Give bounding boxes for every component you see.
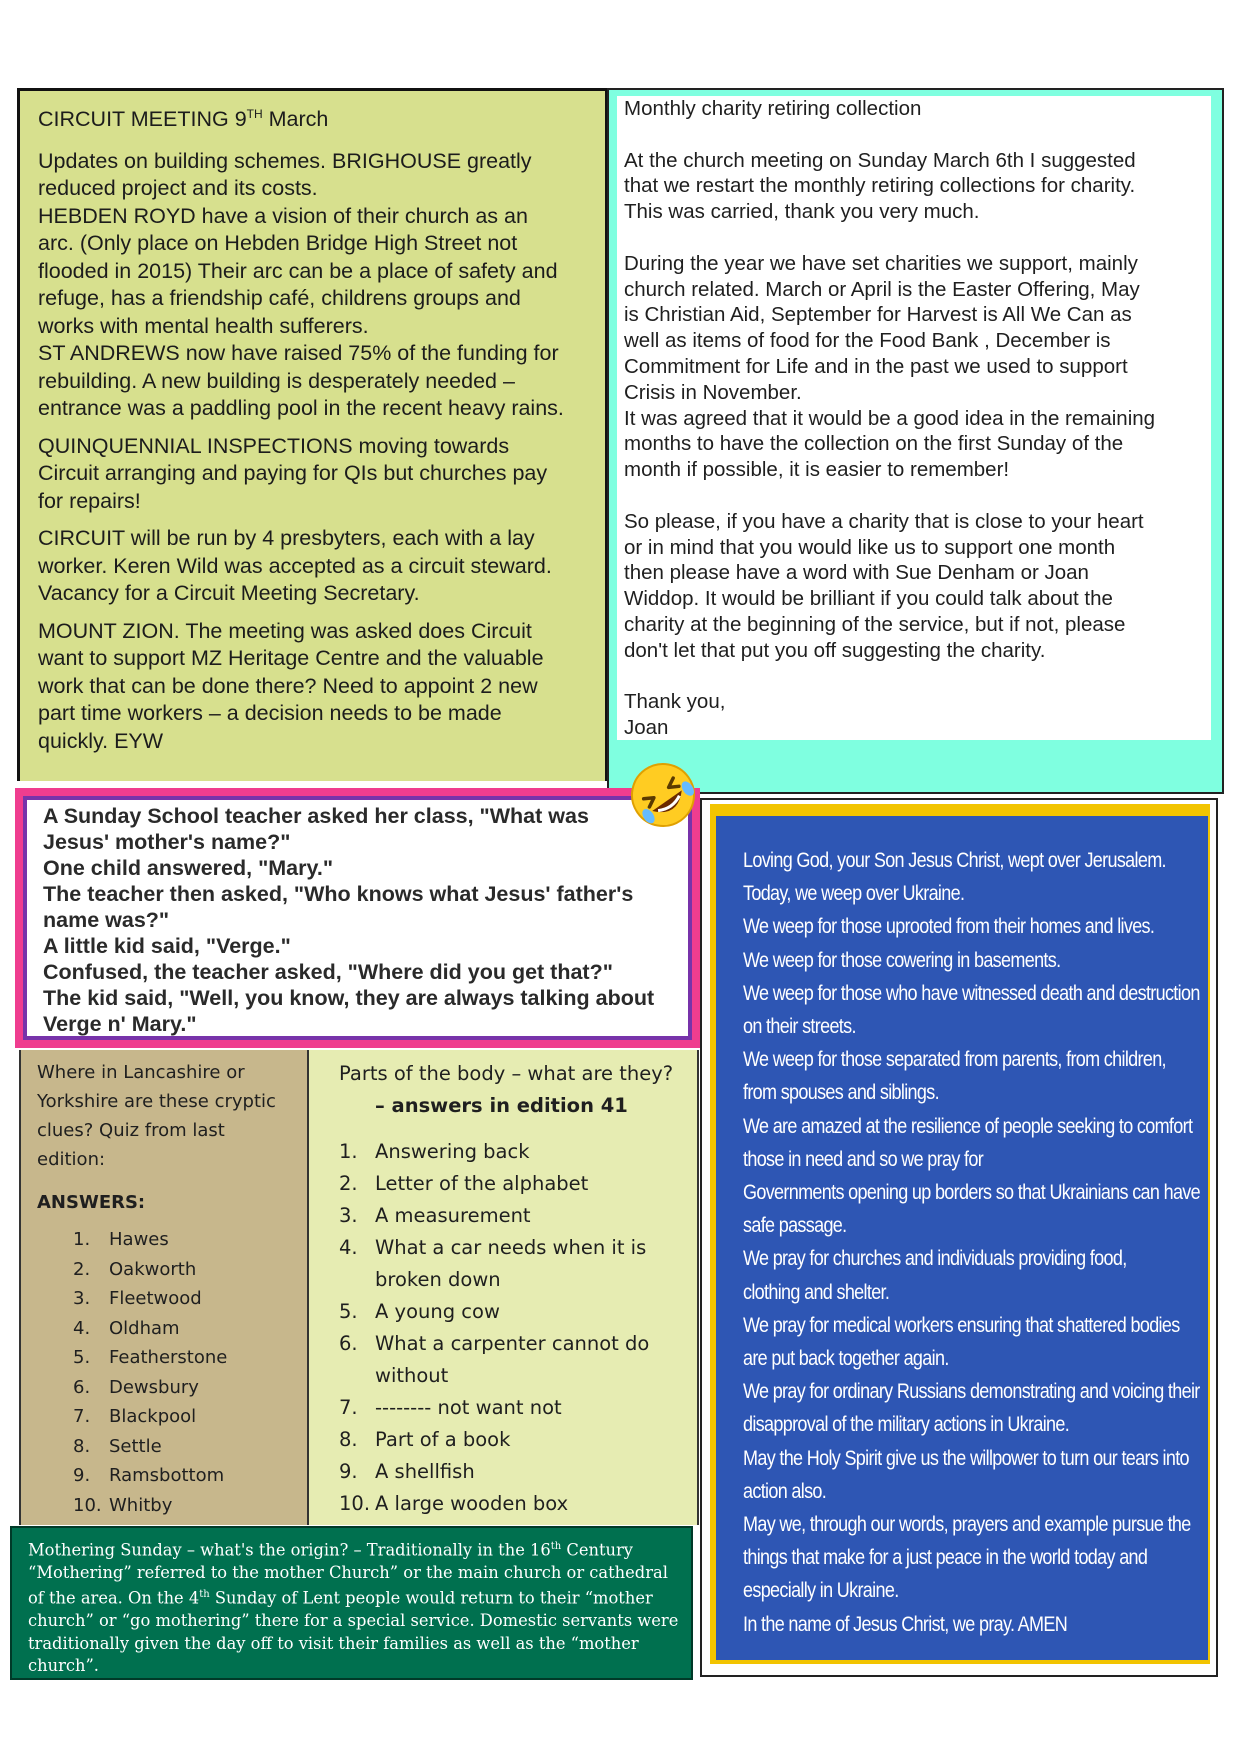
circuit-para-inspections [38,433,589,516]
text-line: Vacancy for a Circuit Meeting Secretary. [38,581,420,606]
prayer-line: We weep for those who have witnessed death and destruction [743,980,1200,1005]
quiz-intro [37,1058,299,1174]
prayer-line: We pray for medical workers ensuring that shattered bodies [743,1312,1180,1337]
prayer-line: disapproval of the military actions in Ukraine. [743,1412,1070,1437]
text-line: arc. (Only place on Hebden Bridge High Street not [38,231,518,256]
prayer-line: Today, we weep over Ukraine. [743,881,965,906]
text-line: don't let that put you off suggesting the charity. [624,638,1046,662]
joke-line: The teacher then asked, "Who knows what Jesus' father's [43,882,634,906]
text-line: is Christian Aid, September for Harvest is All We Can as [624,303,1132,327]
text-line: edition: [37,1149,106,1170]
prayer-line: Loving God, your Son Jesus Christ, wept over Jerusalem. [743,848,1166,872]
text-line: church related. March or April is the Easter Offering, May [624,277,1140,301]
text-line: then please have a word with Sue Denham or Joan [624,561,1089,585]
list-item: 2. Letter of the alphabet [339,1172,589,1195]
charity-para-meeting [624,148,1205,225]
list-item: 6. What a carpenter cannot do without [339,1332,650,1387]
joke-line: name was?" [43,908,170,932]
text-line: Commitment for Life and in the past we used to support [624,354,1128,378]
text-line: Thank you, [624,690,726,714]
text-line: Circuit arranging and paying for QIs but churches pay [38,461,548,486]
prayer-line: May we, through our words, prayers and example pursue the [743,1512,1191,1537]
mothering-sunday-text: Mothering Sunday – what's the origin? – Traditionally in the 16th Century “Mothering” referred to the mother Church” or the main church or cathedral of the area. On the 4th Sunday of Lent people would return to their “mother church” or “go mothering” there for a special service. Domestic servants were traditionally given the day off to visit their families as well as the “mother church”. [28,1540,679,1676]
prayer-line: things that make for a just peace in the world today and [743,1545,1148,1570]
body-parts-title: Parts of the body – what are they? [339,1062,674,1085]
text-line: It was agreed that it would be a good idea in the remaining [624,406,1156,430]
list-item: 10. Whitby [73,1494,173,1516]
list-item: 7. Blackpool [73,1406,197,1427]
prayer-line: May the Holy Spirit give us the willpower to turn our tears into [743,1445,1189,1470]
text-line: or in mind that you would like us to support one month [624,535,1116,559]
text-line: part time workers – a decision needs to be made [38,701,502,726]
text-line: ST ANDREWS now have raised 75% of the funding for [38,341,559,366]
list-item: 5. A young cow [339,1300,500,1323]
prayer-line: We weep for those separated from parents, from children, [743,1047,1166,1072]
list-item: 9. A shellfish [339,1460,475,1483]
prayer-line: Governments opening up borders so that Ukrainians can have [743,1180,1200,1205]
charity-para-request [624,509,1205,664]
text-line: Updates on building schemes. BRIGHOUSE greatly [38,148,532,173]
text-line: Crisis in November. [624,380,802,404]
body-parts-subtitle: – answers in edition 41 [375,1094,628,1117]
joke-line: Verge n' Mary." [43,1012,197,1036]
prayer-line: We pray for ordinary Russians demonstrating and voicing their [743,1379,1200,1404]
text-line: Joan [624,716,669,740]
text-line: refuge, has a friendship café, childrens groups and [38,286,521,311]
text-line: Yorkshire are these cryptic [37,1091,276,1112]
prayer-line: We are amazed at the resilience of people seeking to comfort [743,1113,1193,1138]
joke-line: Confused, the teacher asked, "Where did you get that?" [43,960,613,984]
list-item: 3. Fleetwood [73,1288,202,1309]
circuit-meeting-title: CIRCUIT MEETING 9TH March [38,107,329,132]
text-line: reduced project and its costs. [38,176,318,201]
prayer-line: those in need and so we pray for [743,1146,984,1171]
charity-panel [617,96,1211,740]
prayer-line: We pray for churches and individuals providing food, [743,1246,1127,1271]
list-item: 10. A large wooden box [339,1492,569,1515]
text-line: HEBDEN ROYD have a vision of their church as an [38,203,528,228]
prayer-line: We weep for those uprooted from their homes and lives. [743,914,1155,939]
list-item: 1. Answering back [339,1140,530,1163]
charity-signoff [624,689,1205,740]
text-line: This was carried, thank you very much. [624,200,980,224]
prayer-line: clothing and shelter. [743,1279,890,1304]
prayer-line: We weep for those cowering in basements. [743,947,1061,972]
text-line: QUINQUENNIAL INSPECTIONS moving towards [38,433,510,458]
list-item: 4. Oldham [73,1317,180,1339]
text-line: flooded in 2015) Their arc can be a place of safety and [38,258,558,283]
circuit-para-buildings [38,148,589,423]
text-line: quickly. EYW [38,728,164,753]
list-item: 6. Dewsbury [73,1376,199,1398]
list-item: 8. Settle [73,1435,162,1457]
text-line: MOUNT ZION. The meeting was asked does Circuit [38,618,532,643]
prayer-line: especially in Ukraine. [743,1578,899,1603]
list-item: 1. Hawes [73,1229,169,1250]
text-line: works with mental health sufferers. [38,313,369,338]
prayer-line: In the name of Jesus Christ, we pray. AMEN [743,1611,1068,1636]
answers-label: ANSWERS: [37,1192,146,1213]
text-line: that we restart the monthly retiring collections for charity. [624,174,1136,198]
charity-para-year [624,251,1205,483]
circuit-para-presbyters [38,525,589,608]
prayer-line: safe passage. [743,1213,847,1238]
joke-panel [15,788,700,1048]
circuit-para-mount-zion [38,618,589,756]
list-item: 3. A measurement [339,1204,531,1227]
rolling-on-floor-laughing-icon [628,760,698,830]
mothering-sunday-panel [10,1526,693,1680]
body-parts-list [339,1136,691,1520]
joke-line: The kid said, "Well, you know, they are always talking about [43,986,655,1010]
text-line: worker. Keren Wild was accepted as a circuit steward. [38,553,552,578]
text-line: Where in Lancashire or [37,1062,245,1083]
prayer-line: on their streets. [743,1014,856,1039]
body-parts-quiz-panel [309,1050,699,1525]
joke-line: A little kid said, "Verge." [43,934,291,958]
joke-line: Jesus' mother's name?" [43,830,291,854]
text-line: rebuilding. A new building is desperately needed – [38,368,515,393]
joke-line: One child answered, "Mary." [43,856,334,880]
list-item: 4. What a car needs when it is broken down [339,1236,647,1291]
charity-title: Monthly charity retiring collection [624,97,922,120]
prayer-panel [716,816,1208,1660]
quiz-answers-panel [19,1050,309,1525]
list-item: 8. Part of a book [339,1428,511,1451]
text-line: So please, if you have a charity that is close to your heart [624,509,1144,533]
text-line: clues? Quiz from last [37,1120,225,1141]
text-line: CIRCUIT will be run by 4 presbyters, each with a lay [38,526,535,551]
text-line: work that can be done there? Need to appoint 2 new [38,673,538,698]
prayer-line: from spouses and siblings. [743,1080,939,1105]
text-line: charity at the beginning of the service, but if not, please [624,612,1126,636]
prayer-line: are put back together again. [743,1346,949,1371]
list-item: 2. Oakworth [73,1258,197,1280]
prayer-line: action also. [743,1478,827,1503]
list-item: 9. Ramsbottom [73,1465,225,1486]
joke-line: A Sunday School teacher asked her class, "What was [43,804,589,828]
list-item: 5. Featherstone [73,1347,228,1368]
answers-list [37,1225,299,1520]
circuit-meeting-panel [17,88,608,781]
text-line: well as items of food for the Food Bank , December is [624,329,1111,353]
text-line: want to support MZ Heritage Centre and the valuable [38,646,544,671]
text-line: At the church meeting on Sunday March 6th I suggested [624,148,1136,172]
text-line: During the year we have set charities we support, mainly [624,251,1138,275]
text-line: month if possible, it is easier to remember! [624,458,1010,482]
text-line: entrance was a paddling pool in the recent heavy rains. [38,396,564,421]
list-item: 7. -------- not want not [339,1396,562,1419]
text-line: months to have the collection on the first Sunday of the [624,432,1124,456]
text-line: Widdop. It would be brilliant if you could talk about the [624,587,1113,611]
text-line: for repairs! [38,488,141,513]
